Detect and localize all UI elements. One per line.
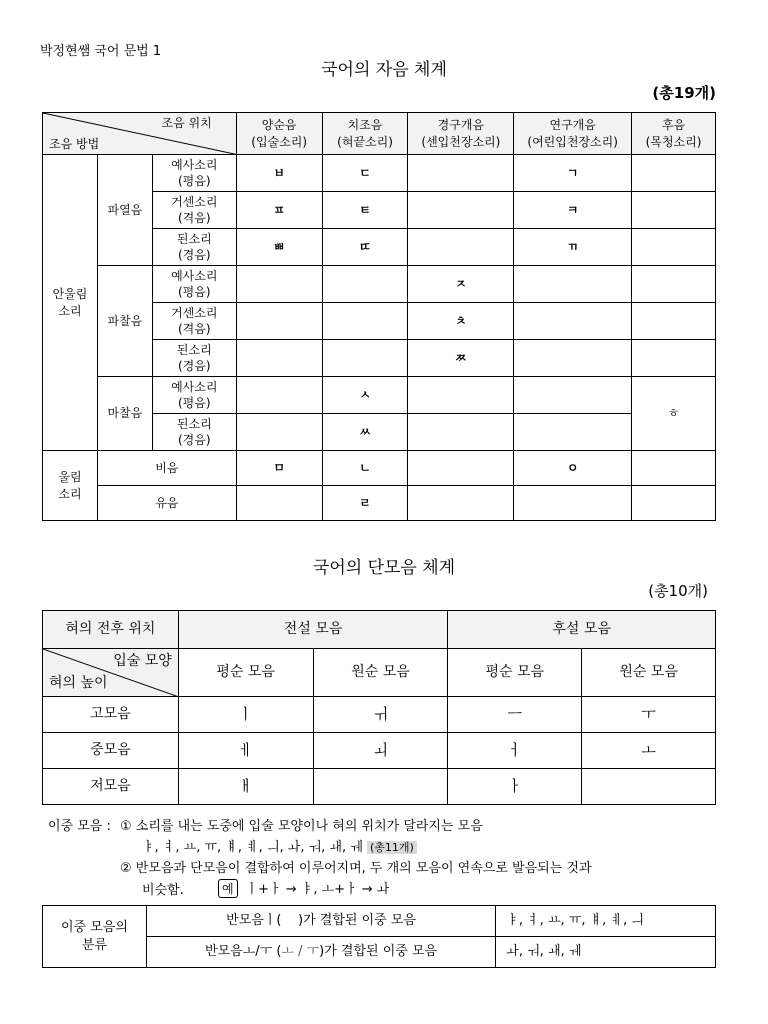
consonant-cell: ㅍ <box>236 192 322 229</box>
vowel-cell: ㅣ <box>178 697 313 733</box>
consonant-cell <box>236 486 322 521</box>
consonant-total: (총19개) <box>652 84 716 102</box>
place-header-palatal: 경구개음 (센입천장소리) <box>408 113 514 155</box>
manner-plosive: 파열음 <box>97 155 152 266</box>
vowel-cell: ㅗ <box>582 733 716 769</box>
tongue-position-header: 혀의 전후 위치 <box>43 611 179 649</box>
corner-place-label: 조음 위치 <box>161 116 212 130</box>
vowel-cell: ㅟ <box>313 697 448 733</box>
vowel-table <box>42 610 716 805</box>
diphthong-classification-table <box>42 905 716 968</box>
consonant-cell <box>408 155 514 192</box>
consonant-cell <box>514 377 632 414</box>
consonant-cell <box>514 303 632 340</box>
vowel-cell <box>313 769 448 805</box>
vowel-cell: ㅡ <box>448 697 582 733</box>
diphthong-definition-1: ① 소리를 내는 도중에 입술 모양이나 혀의 위치가 달라지는 모음 <box>120 819 483 834</box>
vowel-corner-cell <box>43 649 179 697</box>
consonant-cell <box>408 377 514 414</box>
consonant-cell <box>408 192 514 229</box>
consonant-cell <box>632 451 716 486</box>
vowel-total: (총10개) <box>648 582 708 600</box>
corner-height-label: 혀의 높이 <box>49 675 108 692</box>
consonant-cell <box>408 451 514 486</box>
consonant-cell <box>322 340 408 377</box>
unrounded-header: 평순 모음 <box>448 649 582 697</box>
vowel-cell: ㅜ <box>582 697 716 733</box>
classification-label: 이중 모음의 분류 <box>43 906 147 968</box>
consonant-cell <box>514 414 632 451</box>
consonant-cell <box>514 486 632 521</box>
consonant-cell: ㅃ <box>236 229 322 266</box>
consonant-cell <box>408 229 514 266</box>
consonant-cell <box>632 155 716 192</box>
corner-manner-label: 조음 방법 <box>49 136 100 151</box>
place-header-velar: 연구개음 (여린입천장소리) <box>514 113 632 155</box>
manner-affricate: 파찰음 <box>97 266 152 377</box>
consonant-cell <box>632 266 716 303</box>
consonant-cell: ㅋ <box>514 192 632 229</box>
diphthong-example: 예 ㅣ+ㅏ → ㅑ, ㅗ+ㅏ → ㅘ <box>218 878 389 898</box>
consonant-cell <box>632 486 716 521</box>
group-sonorant: 울림 소리 <box>43 451 98 521</box>
consonant-cell: ㅂ <box>236 155 322 192</box>
consonant-cell <box>322 303 408 340</box>
place-header-bilabial: 양순음 (입술소리) <box>236 113 322 155</box>
diphthong-definition-3: 비슷함. <box>142 883 184 898</box>
diphthong-label: 이중 모음 : <box>48 819 111 834</box>
consonant-cell: ㄷ <box>322 155 408 192</box>
back-vowel-header: 후설 모음 <box>448 611 716 649</box>
consonant-cell <box>632 192 716 229</box>
classification-row1-desc: 반모음ㅣ( )가 결합된 이중 모음 <box>146 906 495 937</box>
type-tense: 된소리 (경음) <box>152 414 236 451</box>
vowel-cell: ㅐ <box>178 769 313 805</box>
vowel-cell: ㅔ <box>178 733 313 769</box>
unrounded-header: 평순 모음 <box>178 649 313 697</box>
height-low: 저모음 <box>43 769 179 805</box>
consonant-cell: ㅁ <box>236 451 322 486</box>
consonant-table <box>42 112 716 521</box>
consonant-cell <box>408 486 514 521</box>
diphthong-definition-2: ② 반모음과 단모음이 결합하여 이루어지며, 두 개의 모음이 연속으로 발음되는 것과 <box>120 861 592 876</box>
place-header-alveolar: 치조음 (혀끝소리) <box>322 113 408 155</box>
consonant-cell: ㄸ <box>322 229 408 266</box>
consonant-cell: ㄲ <box>514 229 632 266</box>
manner-liquid: 유음 <box>97 486 236 521</box>
type-tense: 된소리 (경음) <box>152 340 236 377</box>
consonant-cell: ㄹ <box>322 486 408 521</box>
type-lax: 예사소리 (평음) <box>152 155 236 192</box>
vowel-cell: ㅚ <box>313 733 448 769</box>
consonant-cell <box>236 414 322 451</box>
diphthong-list: ㅑ, ㅕ, ㅛ, ㅠ, ㅒ, ㅖ, ㅢ, ㅘ, ㅝ, ㅙ, ㅞ (총11개) <box>142 836 417 855</box>
classification-row2-desc: 반모음ㅗ/ㅜ (ㅗ / ㅜ)가 결합된 이중 모음 <box>146 937 495 968</box>
consonant-cell <box>514 340 632 377</box>
rounded-header: 원순 모음 <box>313 649 448 697</box>
classification-row1-list: ㅑ, ㅕ, ㅛ, ㅠ, ㅒ, ㅖ, ㅢ <box>496 906 716 937</box>
height-high: 고모음 <box>43 697 179 733</box>
consonant-cell: ㅊ <box>408 303 514 340</box>
vowel-title: 국어의 단모음 체계 <box>312 558 456 578</box>
type-aspirated: 거센소리 (격음) <box>152 192 236 229</box>
place-header-glottal: 후음 (목청소리) <box>632 113 716 155</box>
consonant-corner-cell <box>43 113 237 155</box>
manner-nasal: 비음 <box>97 451 236 486</box>
consonant-cell <box>514 266 632 303</box>
vowel-cell: ㅏ <box>448 769 582 805</box>
vowel-cell <box>582 769 716 805</box>
height-mid: 중모음 <box>43 733 179 769</box>
consonant-cell: ㅅ <box>322 377 408 414</box>
consonant-cell: ㅉ <box>408 340 514 377</box>
consonant-cell-glottal-h: ㅎ <box>632 377 716 451</box>
consonant-cell <box>236 266 322 303</box>
type-lax: 예사소리 (평음) <box>152 266 236 303</box>
consonant-cell: ㄱ <box>514 155 632 192</box>
consonant-cell <box>236 377 322 414</box>
consonant-cell <box>322 266 408 303</box>
front-vowel-header: 전설 모음 <box>178 611 448 649</box>
corner-lip-label: 입술 모양 <box>113 653 172 669</box>
type-tense: 된소리 (경음) <box>152 229 236 266</box>
consonant-cell <box>632 340 716 377</box>
consonant-cell <box>236 303 322 340</box>
consonant-cell <box>632 303 716 340</box>
classification-row2-list: ㅘ, ㅝ, ㅙ, ㅞ <box>496 937 716 968</box>
consonant-title: 국어의 자음 체계 <box>321 60 447 80</box>
consonant-cell <box>632 229 716 266</box>
consonant-cell: ㅌ <box>322 192 408 229</box>
author-header: 박정현쌤 국어 문법 1 <box>40 44 162 59</box>
diphthong-total-badge: (총11개) <box>367 841 417 854</box>
consonant-cell: ㅈ <box>408 266 514 303</box>
group-obstruent: 안울림 소리 <box>43 155 98 451</box>
consonant-cell <box>236 340 322 377</box>
consonant-cell: ㅆ <box>322 414 408 451</box>
vowel-cell: ㅓ <box>448 733 582 769</box>
rounded-header: 원순 모음 <box>582 649 716 697</box>
type-lax: 예사소리 (평음) <box>152 377 236 414</box>
consonant-cell <box>408 414 514 451</box>
manner-fricative: 마찰음 <box>97 377 152 451</box>
type-aspirated: 거센소리 (격음) <box>152 303 236 340</box>
consonant-cell: ㅇ <box>514 451 632 486</box>
consonant-cell: ㄴ <box>322 451 408 486</box>
example-mark: 예 <box>218 879 238 898</box>
